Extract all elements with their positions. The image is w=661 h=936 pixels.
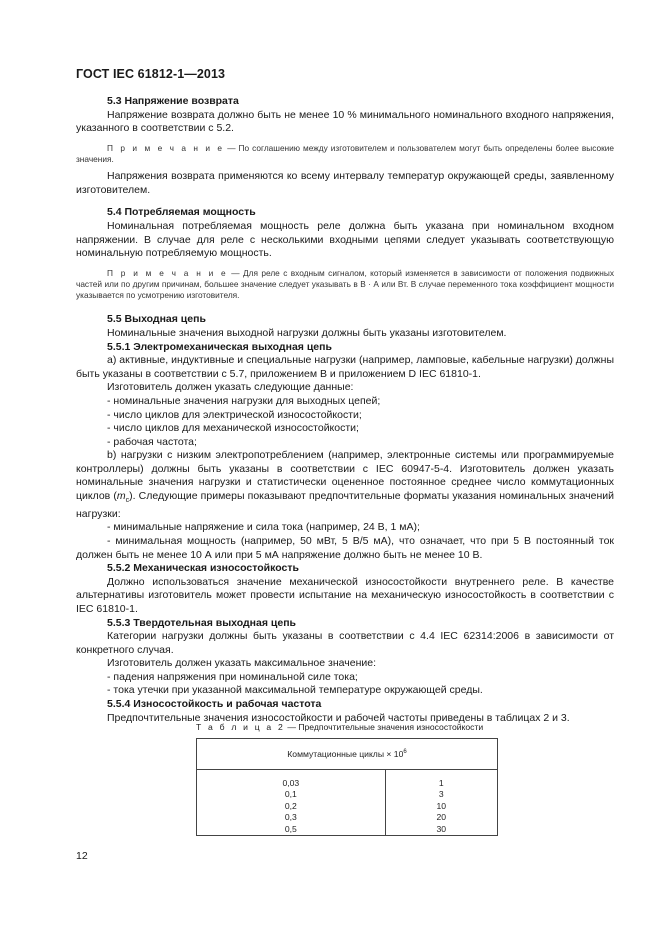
note-text: — По соглашению между изготовителем и пользователем могут быть определены более высокие значения. xyxy=(76,142,614,164)
durability-table xyxy=(196,738,498,836)
section-5-5-paragraph-1: Номинальные значения выходной нагрузки должны быть указаны изготовителем. xyxy=(107,326,507,339)
table-cell: 3 xyxy=(438,789,444,800)
section-5-3-paragraph-2: Напряжения возврата применяются ко всему интервалу температур окружающей среды, заявленному изготовителем. xyxy=(76,170,614,196)
table-cell: 10 xyxy=(436,800,447,811)
table-header xyxy=(197,739,498,770)
maker-requirement: Изготовитель должен указать следующие данные: xyxy=(107,381,354,394)
list-item: - тока утечки при указанной максимальной температуре окружающей среды. xyxy=(107,684,483,697)
table-left-column xyxy=(197,770,386,836)
table-cell: 1 xyxy=(438,778,444,788)
table-caption-text: — Предпочтительные значения износостойкости xyxy=(284,722,484,732)
section-5-5-4-heading: 5.5.4 Износостойкость и рабочая частота xyxy=(107,698,322,711)
page-body xyxy=(76,92,614,725)
note-label: П р и м е ч а н и е xyxy=(107,142,225,153)
table-cell: 0,2 xyxy=(284,800,297,811)
table-cell: 0,1 xyxy=(284,789,297,800)
item-b-subscript: c xyxy=(125,497,130,505)
table-cell: 20 xyxy=(436,812,447,823)
table-caption-label: Т а б л и ц а 2 xyxy=(196,722,285,732)
list-item: - число циклов для механической износостойкости; xyxy=(107,422,359,435)
section-5-5-2-paragraph: Должно использоваться значение механической износостойкости внутреннего реле. В качестве альтернативы изготовитель может провести испытание на механическую износостойкость в соответствии с IEC 61810-1. xyxy=(76,575,614,615)
page-number: 12 xyxy=(76,850,88,862)
list-item: - минимальная мощность (например, 50 мВт, 5 В/5 мА), что означает, что при 5 В постоянный ток должен быть не менее 10 А или при 5 мА напряжение должно быть не менее 10 В. xyxy=(76,534,614,561)
table-cell: 0,03 xyxy=(282,778,300,788)
table-cell: 0,3 xyxy=(284,812,297,823)
item-a: a) активные, индуктивные и специальные нагрузки (например, ламповые, кабельные нагрузки) должны быть указаны в соответствии с 5.7, приложением B и приложением D IEC 61810-1. xyxy=(76,354,614,380)
section-5-4-heading: 5.4 Потребляемая мощность xyxy=(107,206,256,219)
table-cell: 0,5 xyxy=(284,823,297,834)
item-b-text-pre: b) нагрузки с низким электропотреблением (например, электронные системы или программируемые контроллеры) должны быть указаны в соответствии с IEC 60947-5-4. Изготовитель должен указать номинальные значения нагрузки и статистически оцененное постоянное среднее число коммутационных циклов ( xyxy=(76,449,614,503)
section-5-3-heading: 5.3 Напряжение возврата xyxy=(107,95,239,107)
section-5-5-1-heading: 5.5.1 Электромеханическая выходная цепь xyxy=(107,340,332,353)
section-5-3-note xyxy=(76,143,614,165)
section-5-5-2-heading: 5.5.2 Механическая износостойкость xyxy=(107,562,299,575)
section-5-5-3-heading: 5.5.3 Твердотельная выходная цепь xyxy=(107,616,296,629)
list-item: - рабочая частота; xyxy=(107,435,197,448)
note-label: П р и м е ч а н и е xyxy=(107,267,228,278)
table-header-text: Коммутационные циклы × 10 xyxy=(287,749,404,759)
section-5-5-4-paragraph: Предпочтительные значения износостойкости и рабочей частоты приведены в таблицах 2 и 3. xyxy=(107,711,570,724)
item-b-symbol: m xyxy=(116,490,126,503)
table-right-column xyxy=(385,770,497,836)
table-header-exponent: 6 xyxy=(403,749,407,756)
note-text: — Для реле с входным сигналом, который изменяется в зависимости от положения подвижных частей или по другим причинам, большее значение следует указывать в В · А или Вт. В случае переменного тока коэффициент мощности указывается по усмотрению изготовителя. xyxy=(76,267,614,301)
section-5-5-heading: 5.5 Выходная цепь xyxy=(107,313,206,326)
table-cell: 30 xyxy=(436,823,447,834)
list-item: - номинальные значения нагрузки для выходных цепей; xyxy=(107,394,381,407)
item-b-text-post: ). Следующие примеры показывают предпочтительные форматы указания номинальных значений нагрузки: xyxy=(76,490,614,520)
section-5-5-3-paragraph-1: Категории нагрузки должны быть указаны в соответствии с 4.4 IEC 62314:2006 в зависимости от конкретного случая. xyxy=(76,630,614,656)
table-caption xyxy=(196,722,483,732)
list-item: - число циклов для электрической износостойкости; xyxy=(107,408,362,421)
section-5-3-paragraph-1: Напряжение возврата должно быть не менее 10 % минимального номинального входного напряжения, указанного в соответствии с 5.2. xyxy=(76,108,614,135)
list-item: - падения напряжения при номинальной силе тока; xyxy=(107,670,358,683)
section-5-5-3-paragraph-2: Изготовитель должен указать максимальное значение: xyxy=(107,657,376,670)
item-b xyxy=(76,449,614,521)
section-5-4-note xyxy=(76,268,614,302)
section-5-4-paragraph-1: Номинальная потребляемая мощность реле должна быть указана при номинальном входном напряжении. В случае для реле с несколькими входными цепями следует указывать соответствующую номинальную потребляемую мощность. xyxy=(76,219,614,260)
document-header: ГОСТ IEC 61812-1—2013 xyxy=(76,67,226,81)
list-item: - минимальные напряжение и сила тока (например, 24 В, 1 мА); xyxy=(107,521,420,534)
